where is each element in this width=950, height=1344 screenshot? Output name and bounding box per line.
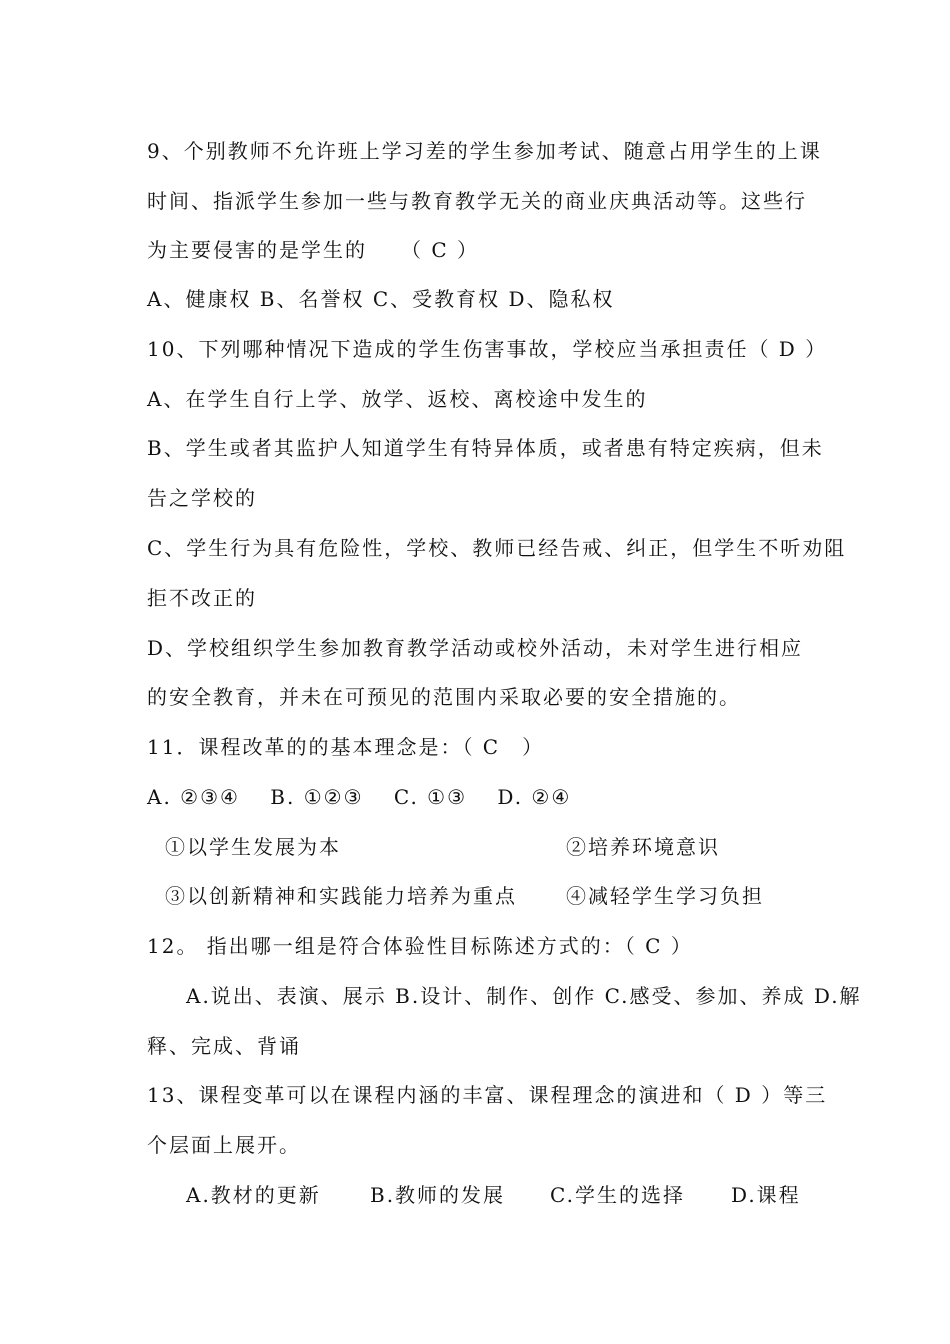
q13-option-c: C.学生的选择: [550, 1183, 685, 1207]
q11-stem: 11．课程改革的的基本理念是：（ C ）: [147, 735, 545, 759]
q13-option-d: D.课程: [731, 1183, 801, 1207]
q9-options: A、健康权 B、名誉权 C、受教育权 D、隐私权: [147, 287, 615, 311]
q13-option-b: B.教师的发展: [370, 1183, 506, 1207]
q11-item-1: ①以学生发展为本: [165, 835, 341, 859]
q11-item-4: ④减轻学生学习负担: [566, 884, 764, 908]
q9-text-line-1: 9、个别教师不允许班上学习差的学生参加考试、随意占用学生的上课: [147, 139, 822, 163]
q10-option-a: A、在学生自行上学、放学、返校、离校途中发生的: [147, 387, 648, 411]
q12-options-line-1: A.说出、表演、展示 B.设计、制作、创作 C.感受、参加、养成 D.解: [186, 984, 862, 1008]
q10-option-b-line-1: B、学生或者其监护人知道学生有特异体质，或者患有特定疾病，但未: [147, 436, 824, 460]
q9-text-line-3: 为主要侵害的是学生的 （ C ）: [147, 238, 480, 262]
q10-stem: 10、下列哪种情况下造成的学生伤害事故，学校应当承担责任（ D ）: [147, 337, 828, 361]
q10-option-d-line-2: 的安全教育，并未在可预见的范围内采取必要的安全措施的。: [147, 685, 741, 709]
q13-stem-line-2: 个层面上展开。: [147, 1133, 301, 1157]
q11-options: A. ②③④ B. ①②③ C. ①③ D. ②④: [147, 785, 572, 809]
q13-option-a: A.教材的更新: [186, 1183, 321, 1207]
q10-option-c-line-1: C、学生行为具有危险性，学校、教师已经告戒、纠正，但学生不听劝阻: [147, 536, 847, 560]
q10-option-b-line-2: 告之学校的: [147, 486, 257, 510]
q10-option-d-line-1: D、学校组织学生参加教育教学活动或校外活动，未对学生进行相应: [147, 636, 804, 660]
q11-item-2: ②培养环境意识: [566, 835, 720, 859]
q10-option-c-line-2: 拒不改正的: [147, 586, 257, 610]
q9-text-line-2: 时间、指派学生参加一些与教育教学无关的商业庆典活动等。这些行: [147, 189, 807, 213]
q13-stem-line-1: 13、课程变革可以在课程内涵的丰富、课程理念的演进和（ D ）等三: [147, 1083, 828, 1107]
q12-stem: 12。 指出哪一组是符合体验性目标陈述方式的：（ C ）: [147, 934, 693, 958]
q12-options-line-2: 释、完成、背诵: [147, 1034, 301, 1058]
q11-item-3: ③以创新精神和实践能力培养为重点: [165, 884, 517, 908]
